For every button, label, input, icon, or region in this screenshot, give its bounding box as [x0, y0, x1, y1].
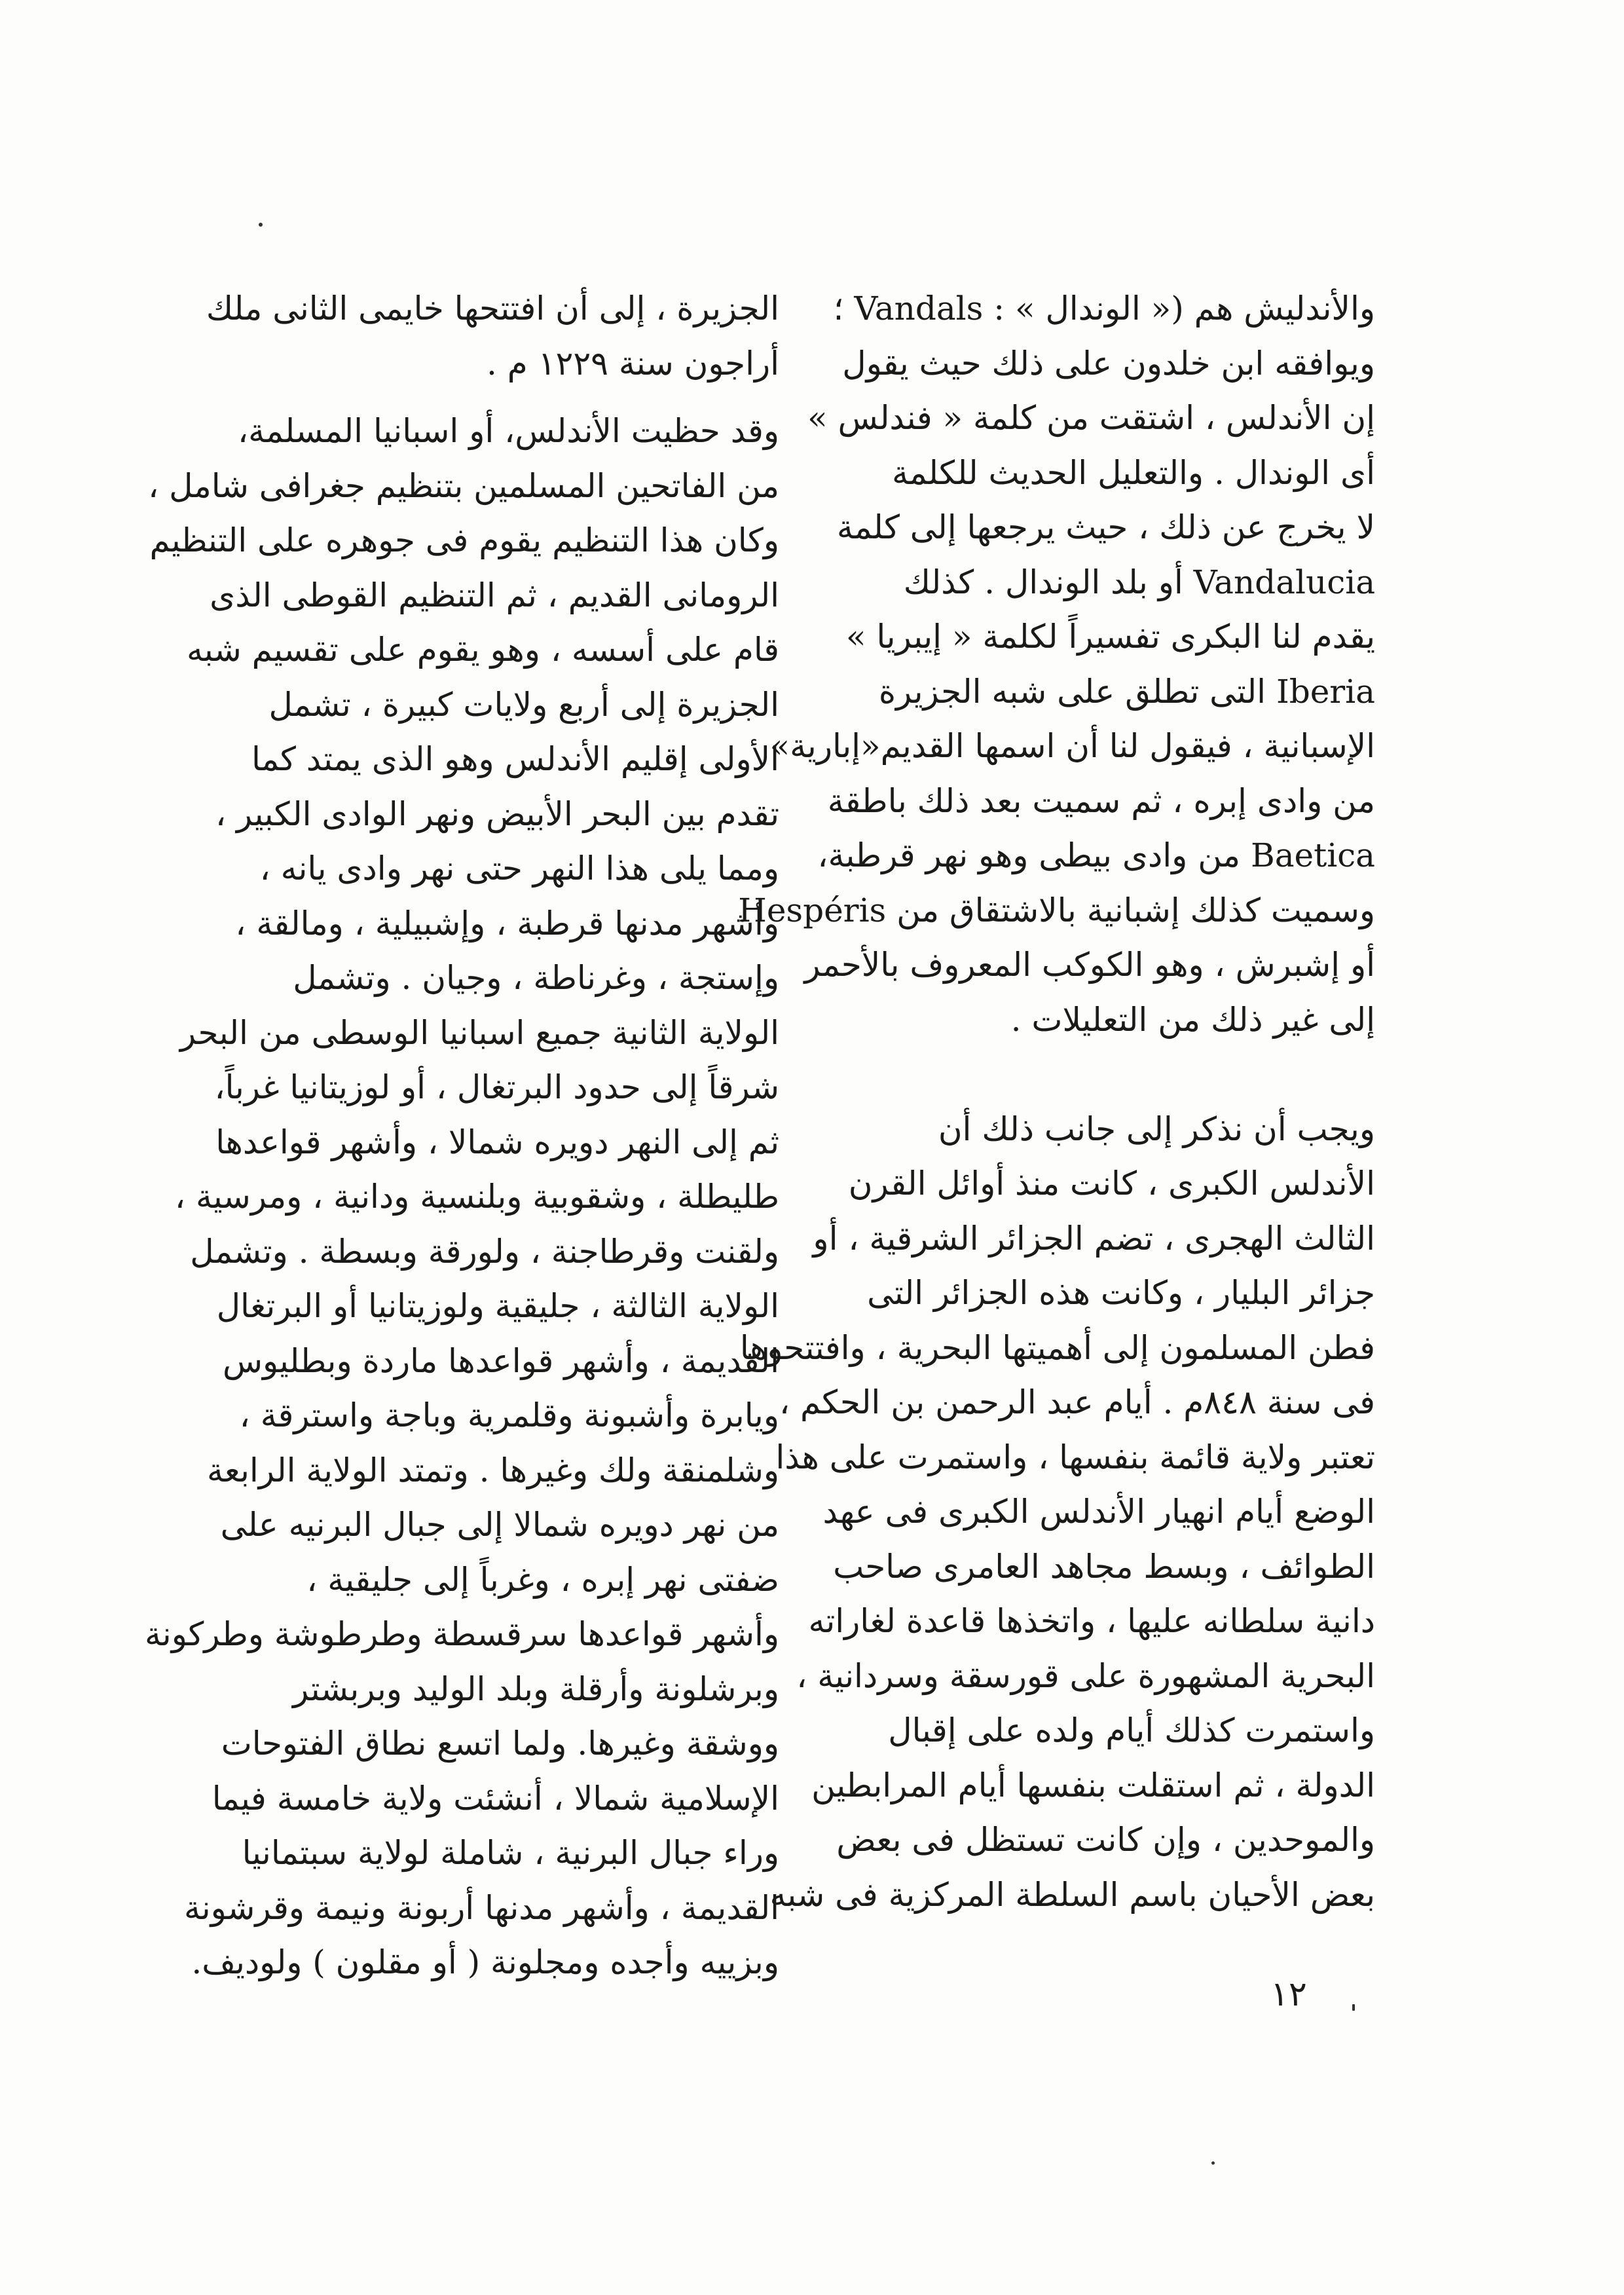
text-line: الإسلامية شمالا ، أنشئت ولاية خامسة فيما: [212, 1779, 779, 1818]
text-line: وإستجة ، وغرناطة ، وجيان . وتشمل: [293, 959, 779, 997]
left-column: [145, 282, 779, 1990]
text-line: ثم إلى النهر دويره شمالا ، وأشهر قواعدها: [215, 1123, 779, 1161]
text-line: من نهر دويره شمالا إلى جبال البرنيه على: [220, 1506, 779, 1544]
text-line: القديمة ، وأشهر مدنها أربونة ونيمة وقرشونة: [183, 1888, 779, 1927]
text-line: الإسبانية ، فيقول لنا أن اسمها القديم«إبارية»: [769, 727, 1375, 765]
text-line: يقدم لنا البكرى تفسيراً لكلمة « إيبريا »: [845, 618, 1375, 656]
text-line: الولاية الثالثة ، جليقية ولوزيتانيا أو البرتغال: [216, 1287, 779, 1325]
text-line: وسميت كذلك إشبانية بالاشتقاق من Hespéris: [738, 891, 1375, 929]
text-line: ويوافقه ابن خلدون على ذلك حيث يقول: [842, 344, 1375, 382]
text-line: أى الوندال . والتعليل الحديث للكلمة: [891, 453, 1375, 492]
text-line: وبزييه وأجده ومجلونة ( أو مقلون ) ولوديف.: [191, 1943, 779, 1981]
text-line: من الفاتحين المسلمين بتنظيم جغرافى شامل ،: [148, 466, 779, 505]
text-line: وكان هذا التنظيم يقوم فى جوهره على التنظيم: [149, 521, 779, 559]
text-line: الولاية الثانية جميع اسبانيا الوسطى من البحر: [179, 1013, 779, 1052]
text-line: ومما يلى هذا النهر حتى نهر وادى يانه ،: [259, 849, 779, 887]
text-line: وراء جبال البرنية ، شاملة لولاية سبتمانيا: [242, 1834, 779, 1872]
text-line: إن الأندلس ، اشتقت من كلمة « فندلس »: [807, 399, 1375, 437]
text-line: فى سنة ٨٤٨م . أيام عبد الرحمن بن الحكم ،: [779, 1383, 1375, 1421]
text-line: ووشقة وغيرها. ولما اتسع نطاق الفتوحات: [221, 1725, 779, 1763]
text-line: القديمة ، وأشهر قواعدها ماردة وبطليوس: [223, 1341, 779, 1380]
text-line: الطوائف ، وبسط مجاهد العامرى صاحب: [833, 1547, 1375, 1586]
text-line: الرومانى القديم ، ثم التنظيم القوطى الذى: [210, 576, 779, 614]
text-line: ولقنت وقرطاجنة ، ولورقة وبسطة . وتشمل: [190, 1232, 779, 1271]
text-line: شرقاً إلى حدود البرتغال ، أو لوزيتانيا غرباً،: [214, 1068, 779, 1106]
text-line: دانية سلطانه عليها ، واتخذها قاعدة لغاراته: [808, 1602, 1375, 1640]
text-line: بعض الأحيان باسم السلطة المركزية فى شبه: [769, 1875, 1375, 1914]
text-line: الدولة ، ثم استقلت بنفسها أيام المرابطين: [811, 1766, 1375, 1804]
text-line: تقدم بين البحر الأبيض ونهر الوادى الكبير ،: [215, 794, 779, 833]
text-line: البحرية المشهورة على قورسقة وسردانية ،: [796, 1656, 1375, 1695]
text-line: الجزيرة إلى أربع ولايات كبيرة ، تشمل: [268, 685, 779, 724]
text-line: الثالث الهجرى ، تضم الجزائر الشرقية ، أو: [813, 1219, 1375, 1258]
page-number: ١٢: [1270, 1975, 1307, 2014]
text-line: من وادى إبره ، ثم سميت بعد ذلك باطقة: [827, 781, 1375, 820]
text-line: وأشهر مدنها قرطبة ، وإشبيلية ، ومالقة ،: [235, 904, 779, 942]
text-line: لا يخرج عن ذلك ، حيث يرجعها إلى كلمة: [836, 508, 1375, 546]
text-line: طليطلة ، وشقوبية وبلنسية ودانية ، ومرسية ،: [174, 1178, 779, 1216]
scan-speck: [1352, 2004, 1355, 2011]
text-line: Vandalucia أو بلد الوندال . كذلك: [903, 563, 1375, 601]
scan-speck: [259, 223, 263, 227]
text-line: وشلمنقة ولك وغيرها . وتمتد الولاية الرابعة: [207, 1451, 779, 1489]
paragraph: [206, 282, 779, 391]
text-line: والموحدين ، وإن كانت تستظل فى بعض: [836, 1821, 1375, 1859]
text-line: وقد حظيت الأندلس، أو اسبانيا المسلمة،: [238, 412, 779, 450]
text-line: قام على أسسه ، وهو يقوم على تقسيم شبه: [186, 631, 779, 669]
text-line: ويابرة وأشبونة وقلمرية وباجة واسترقة ،: [239, 1396, 779, 1434]
scan-speck: [1211, 2161, 1215, 2165]
text-line: Iberia التى تطلق على شبه الجزيرة: [878, 672, 1375, 711]
right-column: [738, 282, 1375, 1922]
text-line: تعتبر ولاية قائمة بنفسها ، واستمرت على هذا: [775, 1438, 1375, 1476]
text-line: والأندليش هم (« الوندال » : Vandals ؛: [833, 289, 1375, 327]
text-line: ضفتى نهر إبره ، وغرباً إلى جليقية ،: [306, 1560, 779, 1599]
paragraph: [738, 282, 1375, 1047]
text-line: الأندلس الكبرى ، كانت منذ أوائل القرن: [848, 1165, 1375, 1203]
text-line: أراجون سنة ١٢٢٩ م .: [486, 344, 779, 382]
text-line: الوضع أيام انهيار الأندلس الكبرى فى عهد: [822, 1493, 1375, 1531]
text-line: وأشهر قواعدها سرقسطة وطرطوشة وطركونة: [145, 1615, 779, 1653]
paragraph-gap: [851, 1047, 1375, 1102]
text-line: Baetica من وادى بيطى وهو نهر قرطبة،: [817, 836, 1375, 874]
text-line: أو إشبرش ، وهو الكوكب المعروف بالأحمر: [804, 946, 1375, 984]
paragraph: [145, 404, 779, 1990]
text-line: واستمرت كذلك أيام ولده على إقبال: [888, 1711, 1375, 1749]
text-line: فطن المسلمون إلى أهميتها البحرية ، وافتتحوها: [739, 1328, 1375, 1367]
text-line: إلى غير ذلك من التعليلات .: [1010, 1000, 1375, 1039]
text-line: ويجب أن نذكر إلى جانب ذلك أن: [938, 1110, 1375, 1148]
paragraph: [739, 1102, 1375, 1923]
text-line: الأولى إقليم الأندلس وهو الذى يمتد كما: [251, 740, 779, 778]
text-line: وبرشلونة وأرقلة وبلد الوليد وبربشتر: [293, 1670, 779, 1708]
text-line: جزائر البليار ، وكانت هذه الجزائر التى: [867, 1274, 1375, 1312]
text-line: الجزيرة ، إلى أن افتتحها خايمى الثانى ملك: [206, 289, 779, 327]
